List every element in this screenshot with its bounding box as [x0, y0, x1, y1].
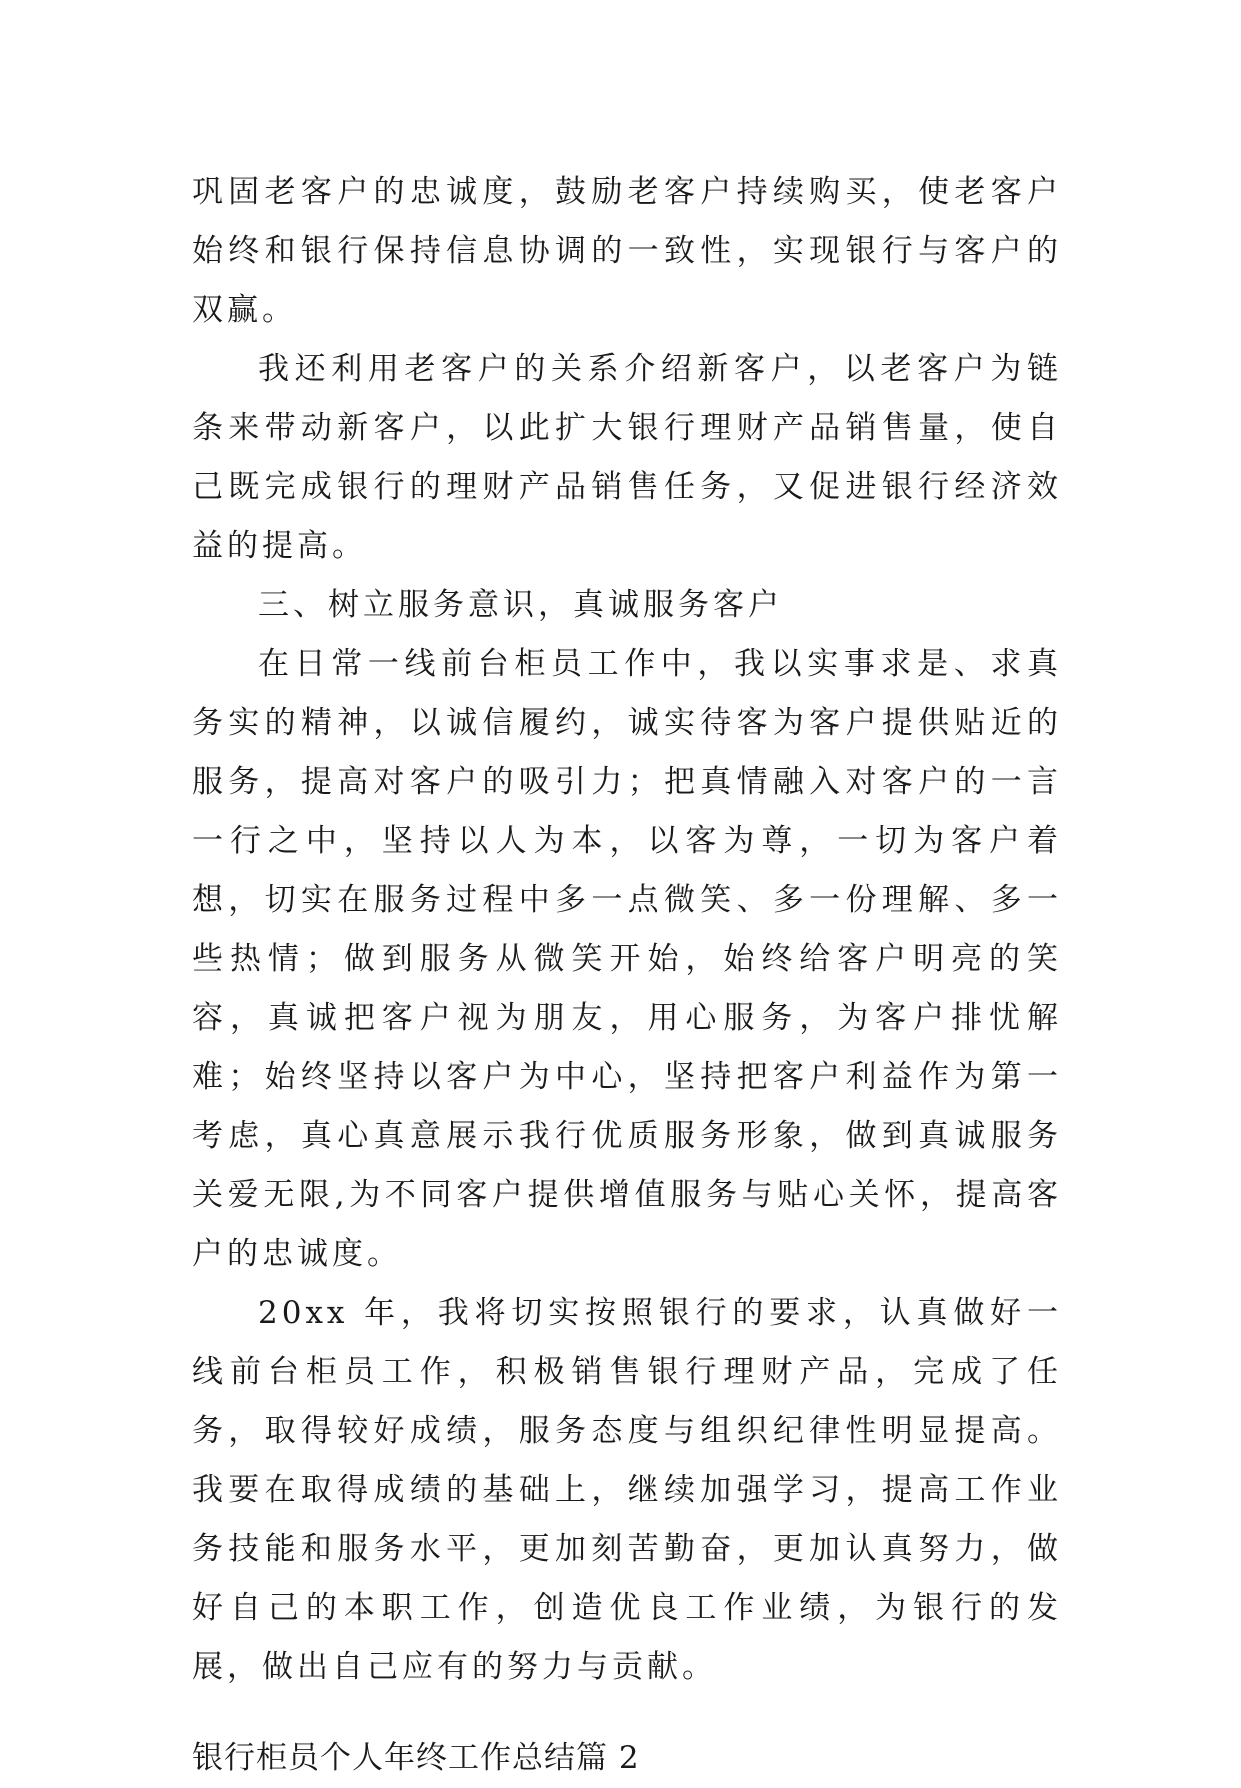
paragraph-service: 在日常一线前台柜员工作中，我以实事求是、求真务实的精神，以诚信履约，诚实待客为客户提供贴近的服务，提高对客户的吸引力；把真情融入对客户的一言一行之中，坚持以人为本，以客为尊，一切为客户着想，切实在服务过程中多一点微笑、多一份理解、多一些热情；做到服务从微笑开始，始终给客户明亮的笑容，真诚把客户视为朋友，用心服务，为客户排忧解难；始终坚持以客户为中心，坚持把客户利益作为第一考虑，真心真意展示我行优质服务形象，做到真诚服务关爱无限,为不同客户提供增值服务与贴心关怀，提高客户的忠诚度。 [192, 646, 1062, 1272]
section-heading-service: 三、树立服务意识，真诚服务客户 [258, 587, 783, 623]
paragraph-continuation: 巩固老客户的忠诚度，鼓励老客户持续购买，使老客户始终和银行保持信息协调的一致性，实现银行与客户的双赢。 [192, 174, 1062, 328]
section-title: 银行柜员个人年终工作总结篇 2 [192, 1740, 640, 1776]
paragraph-referral: 我还利用老客户的关系介绍新客户，以老客户为链条来带动新客户，以此扩大银行理财产品销售量，使自己既完成银行的理财产品销售任务，又促进银行经济效益的提高。 [192, 351, 1062, 564]
document-body [192, 163, 1062, 1788]
paragraph-plan: 20xx 年，我将切实按照银行的要求，认真做好一线前台柜员工作，积极销售银行理财产品，完成了任务，取得较好成绩，服务态度与组织纪律性明显提高。我要在取得成绩的基础上，继续加强学习，提高工作业务技能和服务水平，更加刻苦勤奋，更加认真努力，做好自己的本职工作，创造优良工作业绩，为银行的发展，做出自己应有的努力与贡献。 [192, 1295, 1062, 1685]
spacer [192, 1697, 1062, 1729]
